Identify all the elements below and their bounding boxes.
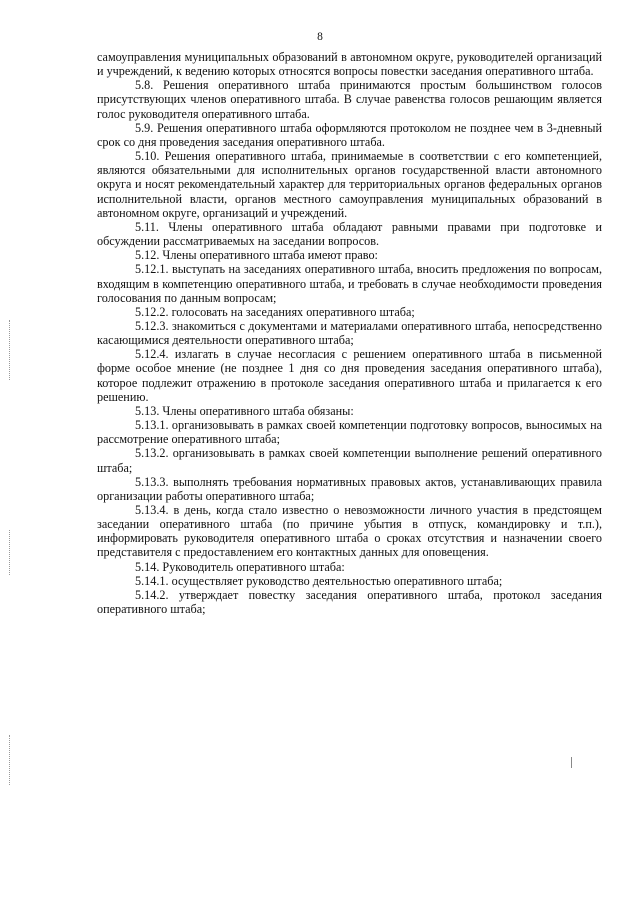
scan-margin-mark — [9, 735, 11, 785]
page-number: 8 — [317, 31, 323, 43]
paragraph: 5.9. Решения оперативного штаба оформляются протоколом не позднее чем в 3-дневный срок со дня проведения заседания оперативного штаба. — [97, 120, 602, 149]
paragraph: самоуправления муниципальных образований в автономном округе, руководителей организаций и учреждений, к ведению которых относятся вопросы повестки заседания оперативного штаба. — [97, 50, 602, 79]
paragraph: 5.14.2. утверждает повестку заседания оперативного штаба, протокол заседания оперативного штаба; — [97, 587, 602, 617]
paragraph: 5.10. Решения оперативного штаба, принимаемые в соответствии с его компетенцией, являются обязательными для исполнительных органов государственной власти автономного округа и носят рекомендательный характер для территориальных органов федеральных органов исполнительной власти, органов местного самоуправления муниципальных образований в автономном округе, организаций и учреждений. — [97, 149, 602, 220]
paragraph: 5.12. Члены оперативного штаба имеют право: — [135, 248, 378, 263]
paragraph: 5.13.4. в день, когда стало известно о невозможности личного участия в предстоящем заседании оперативного штаба (по причине убытия в отпуск, командировку и т.п.), информировать руководителя оперативного штаба о сроках отсутствия и назначении своего представителя с предоставлением его контактных данных для оповещения. — [97, 503, 602, 560]
paragraph: 5.8. Решения оперативного штаба принимаются простым большинством голосов присутствующих членов оперативного штаба. В случае равенства голосов решающим является голос руководителя оперативного штаба. — [97, 78, 602, 121]
paragraph: 5.13.3. выполнять требования нормативных правовых актов, устанавливающих правила организации работы оперативного штаба; — [97, 474, 602, 503]
paragraph: 5.13.1. организовывать в рамках своей компетенции подготовку вопросов, выносимых на рассмотрение оперативного штаба; — [97, 418, 602, 447]
paragraph: 5.14. Руководитель оперативного штаба: — [135, 559, 345, 574]
scan-margin-mark — [9, 320, 11, 380]
scan-margin-mark — [9, 530, 11, 575]
paragraph: 5.12.3. знакомиться с документами и материалами оперативного штаба, непосредственно касающимися деятельности оперативного штаба; — [97, 318, 602, 348]
scan-artifact-mark — [571, 757, 572, 768]
paragraph: 5.11. Члены оперативного штаба обладают равными правами при подготовке и обсуждении рассматриваемых на заседании вопросов. — [97, 219, 602, 249]
paragraph: 5.13.2. организовывать в рамках своей компетенции выполнение решений оперативного штаба; — [97, 446, 602, 475]
paragraph: 5.13. Члены оперативного штаба обязаны: — [135, 403, 354, 418]
document-body — [97, 50, 602, 616]
paragraph: 5.14.1. осуществляет руководство деятельностью оперативного штаба; — [135, 573, 503, 588]
paragraph: 5.12.2. голосовать на заседаниях оперативного штаба; — [135, 304, 415, 319]
paragraph: 5.12.4. излагать в случае несогласия с решением оперативного штаба в письменной форме особое мнение (не позднее 1 дня со дня проведения заседания оперативного штаба), которое подлежит отражению в протоколе заседания оперативного штаба и прилагается к его решению. — [97, 347, 602, 404]
paragraph: 5.12.1. выступать на заседаниях оперативного штаба, вносить предложения по вопросам, входящим в компетенцию оперативного штаба, и требовать в случае необходимости проведения голосования по данным вопросам; — [97, 262, 602, 305]
